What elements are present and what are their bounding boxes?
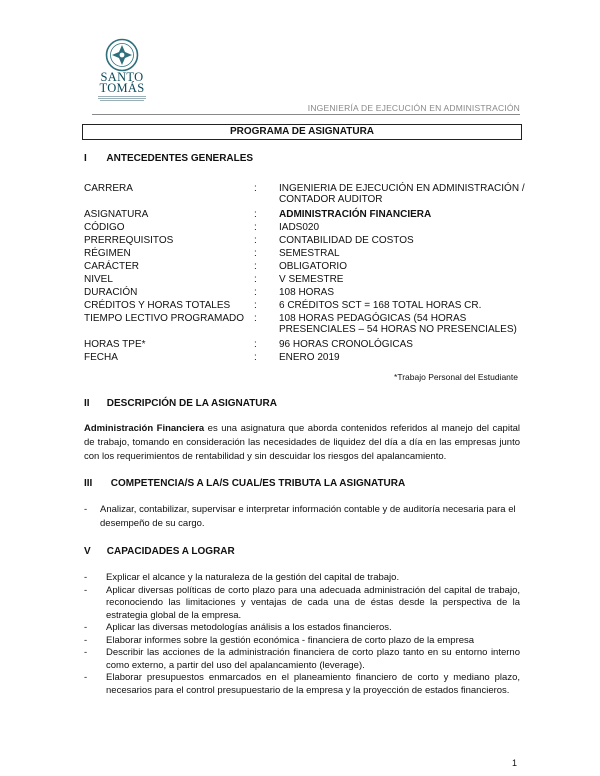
bullet-dash: -	[84, 584, 88, 596]
capacities-list	[84, 572, 520, 697]
list-item	[84, 647, 520, 672]
capacity-text: Elaborar presupuestos enmarcados en el planeamiento financiero de corto y mediano plazo, necesarios para el control presupuestario de la empresa y la proyección de estados financieros.	[106, 672, 520, 696]
capacity-text: Aplicar las diversas metodologías análisis a los estados financieros.	[106, 622, 392, 633]
capacity-text: Elaborar informes sobre la gestión económica - financiera de corto plazo de la empresa	[106, 634, 475, 646]
description-paragraph	[84, 422, 520, 464]
field-value: ENERO 2019	[279, 352, 340, 363]
bullet-dash: -	[84, 572, 88, 583]
field-label: DURACIÓN	[84, 287, 138, 298]
field-value: V SEMESTRE	[279, 274, 344, 285]
capacity-text: Aplicar diversas políticas de corto plazo para una adecuada administración del capital de trabajo, reconociendo las limitaciones y ventajas de cada una de éstas desde la perspectiva de la estrategia global de la empresa.	[106, 584, 520, 621]
footnote-tpe: *Trabajo Personal del Estudiante	[394, 372, 518, 382]
competence-text: Analizar, contabilizar, supervisar e interpretar información contable y de auditoría necesaria para el desempeño de su cargo.	[100, 504, 516, 529]
field-separator: :	[254, 352, 257, 363]
field-value: 96 HORAS CRONOLÓGICAS	[279, 339, 413, 350]
field-value: IADS020	[279, 222, 320, 233]
description-text: es una asignatura que aborda contenidos referidos al manejo del capital de trabajo, tomando en consideración las necesidades de liquidez del día a día en las empresas junto con los requerimientos de rentabilidad y sin descuidar los riesgos del apalancamiento.	[84, 423, 520, 462]
bullet-dash: -	[84, 647, 88, 658]
field-value-line2: PRESENCIALES – 54 HORAS NO PRESENCIALES)	[279, 324, 517, 335]
bullet-dash: -	[84, 622, 88, 633]
header-divider	[92, 114, 520, 115]
section-number: II	[84, 398, 90, 409]
field-label: RÉGIMEN	[84, 248, 131, 259]
section-number: I	[84, 153, 87, 164]
field-value-line1: 108 HORAS PEDAGÓGICAS (54 HORAS	[279, 313, 467, 324]
field-separator: :	[254, 235, 257, 246]
bullet-dash: -	[84, 504, 88, 515]
field-separator: :	[254, 274, 257, 285]
section-title: ANTECEDENTES GENERALES	[106, 153, 254, 164]
field-value	[279, 183, 529, 205]
list-item	[84, 635, 520, 648]
field-value: SEMESTRAL	[279, 248, 340, 259]
field-value-line2: CONTADOR AUDITOR	[279, 194, 383, 205]
list-item	[84, 585, 520, 623]
document-title: PROGRAMA DE ASIGNATURA	[82, 124, 522, 140]
field-separator: :	[254, 222, 257, 233]
field-separator: :	[254, 287, 257, 298]
field-separator: :	[254, 183, 257, 194]
field-label: CARÁCTER	[84, 261, 140, 272]
field-value	[279, 313, 529, 335]
field-label: PRERREQUISITOS	[84, 235, 174, 246]
list-item	[84, 572, 520, 585]
field-separator: :	[254, 261, 257, 272]
list-item	[84, 672, 520, 697]
field-separator: :	[254, 313, 257, 324]
section-number: V	[84, 546, 91, 557]
university-logo	[92, 38, 152, 102]
field-separator: :	[254, 300, 257, 311]
section-number: III	[84, 478, 93, 489]
field-separator: :	[254, 248, 257, 259]
field-label: CARRERA	[84, 183, 133, 194]
bullet-dash: -	[84, 634, 88, 646]
field-label: FECHA	[84, 352, 118, 363]
field-label: CRÉDITOS Y HORAS TOTALES	[84, 300, 231, 311]
field-label: NIVEL	[84, 274, 113, 285]
logo-word-tomas: TOMÁS	[99, 81, 145, 95]
field-label: HORAS TPE*	[84, 339, 146, 350]
section-heading-capacidades	[84, 546, 235, 557]
field-value-line1: INGENIERIA DE EJECUCIÓN EN ADMINISTRACIÓN /	[279, 183, 525, 194]
section-heading-competencia	[84, 478, 405, 489]
university-emblem-icon	[105, 38, 139, 72]
logo-subtitle-lines	[92, 96, 152, 101]
page-number: 1	[512, 758, 518, 768]
field-label: ASIGNATURA	[84, 209, 149, 220]
section-heading-antecedentes	[84, 153, 253, 164]
field-label: TIEMPO LECTIVO PROGRAMADO	[84, 313, 245, 324]
section-title: CAPACIDADES A LOGRAR	[106, 546, 235, 557]
field-value: 6 CRÉDITOS SCT = 168 TOTAL HORAS CR.	[279, 300, 482, 311]
field-value: CONTABILIDAD DE COSTOS	[279, 235, 414, 246]
logo-word-santo: SANTO	[100, 70, 144, 84]
section-title: COMPETENCIA/S A LA/S CUAL/ES TRIBUTA LA ASIGNATURA	[110, 478, 406, 489]
capacity-text: Explicar el alcance y la naturaleza de la gestión del capital de trabajo.	[106, 572, 400, 583]
field-label: CÓDIGO	[84, 222, 125, 233]
bullet-dash: -	[84, 672, 88, 683]
section-heading-descripcion	[84, 398, 277, 409]
field-separator: :	[254, 339, 257, 350]
description-subject: Administración Financiera	[84, 423, 205, 434]
capacity-text: Describir las acciones de la administración financiera de corto plazo tanto en su entorno interno como externo, a partir del uso del apalancamiento (leverage).	[106, 647, 520, 671]
field-value: ADMINISTRACIÓN FINANCIERA	[279, 209, 432, 220]
field-separator: :	[254, 209, 257, 220]
list-item	[84, 622, 520, 635]
header-department: INGENIERÍA DE EJECUCIÓN EN ADMINISTRACIÓN	[307, 103, 520, 113]
section-title: DESCRIPCIÓN DE LA ASIGNATURA	[106, 398, 277, 409]
field-value: 108 HORAS	[279, 287, 335, 298]
field-value: OBLIGATORIO	[279, 261, 347, 272]
